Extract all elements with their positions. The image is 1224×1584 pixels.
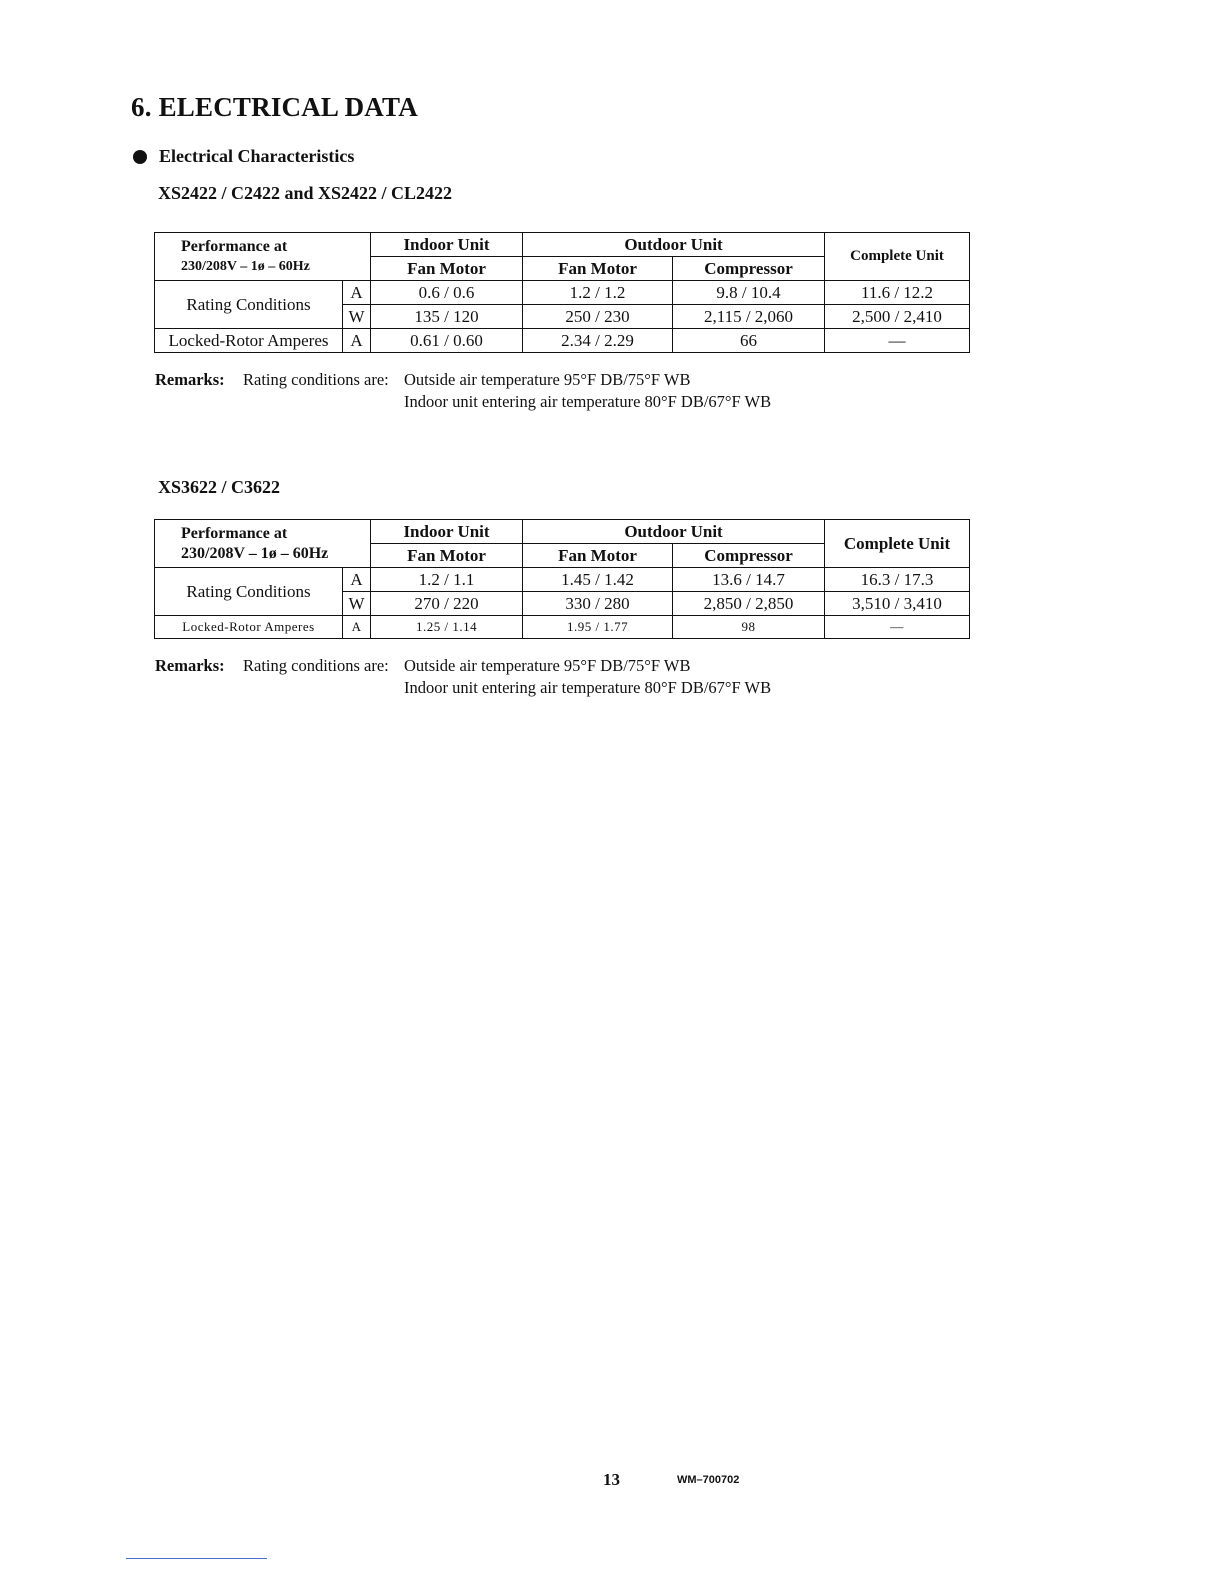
- complete-unit-cell: 2,500 / 2,410: [825, 305, 970, 329]
- locked-rotor-label: Locked-Rotor Amperes: [155, 329, 343, 353]
- performance-header: [155, 233, 371, 281]
- indoor-fan-cell: 135 / 120: [371, 305, 523, 329]
- locked-rotor-label: Locked-Rotor Amperes: [155, 616, 343, 639]
- indoor-fan-cell: 1.25 / 1.14: [371, 616, 523, 639]
- complete-unit-cell: 16.3 / 17.3: [825, 568, 970, 592]
- electrical-table-1: [154, 232, 970, 353]
- unit-cell: W: [343, 592, 371, 616]
- outdoor-unit-header: Outdoor Unit: [523, 233, 825, 257]
- unit-cell: A: [343, 568, 371, 592]
- unit-cell: W: [343, 305, 371, 329]
- document-code: WM–700702: [677, 1474, 740, 1486]
- rating-conditions-label: Rating Conditions: [155, 281, 343, 329]
- page-number: 13: [603, 1470, 620, 1489]
- complete-unit-cell: —: [825, 616, 970, 639]
- table-row: [155, 329, 970, 353]
- unit-cell: A: [343, 281, 371, 305]
- indoor-fan-cell: 0.6 / 0.6: [371, 281, 523, 305]
- outdoor-unit-header: Outdoor Unit: [523, 520, 825, 544]
- remarks-lead: Rating conditions are:: [243, 370, 389, 389]
- table-header-row: [155, 233, 970, 257]
- indoor-unit-header: Indoor Unit: [371, 520, 523, 544]
- electrical-table-2: [154, 519, 970, 639]
- indoor-fan-cell: 0.61 / 0.60: [371, 329, 523, 353]
- indoor-unit-header: Indoor Unit: [371, 233, 523, 257]
- table-row: [155, 568, 970, 592]
- complete-unit-header: Complete Unit: [825, 520, 970, 568]
- complete-unit-cell: 11.6 / 12.2: [825, 281, 970, 305]
- unit-cell: A: [343, 616, 371, 639]
- outdoor-fan-cell: 1.45 / 1.42: [523, 568, 673, 592]
- unit-cell: A: [343, 329, 371, 353]
- performance-line1: Performance at: [181, 237, 288, 255]
- remarks-line-1: Outside air temperature 95°F DB/75°F WB: [404, 656, 691, 675]
- indoor-fan-cell: 1.2 / 1.1: [371, 568, 523, 592]
- remarks-label: Remarks:: [155, 370, 225, 389]
- page-title: 6. ELECTRICAL DATA: [131, 92, 418, 122]
- compressor-cell: 66: [673, 329, 825, 353]
- compressor-cell: 9.8 / 10.4: [673, 281, 825, 305]
- performance-line1: Performance at: [181, 524, 288, 542]
- section-subheading: [133, 146, 354, 167]
- remarks-line-1: Outside air temperature 95°F DB/75°F WB: [404, 370, 691, 389]
- complete-unit-header: Complete Unit: [825, 233, 970, 281]
- remarks-lead: Rating conditions are:: [243, 656, 389, 675]
- bullet-icon: [133, 150, 147, 164]
- outdoor-fan-cell: 1.2 / 1.2: [523, 281, 673, 305]
- subheading-text: Electrical Characteristics: [159, 146, 355, 166]
- remarks-line-2: Indoor unit entering air temperature 80°F DB/67°F WB: [404, 392, 772, 411]
- rating-conditions-label: Rating Conditions: [155, 568, 343, 616]
- indoor-fan-motor-header: Fan Motor: [371, 257, 523, 281]
- outdoor-fan-cell: 250 / 230: [523, 305, 673, 329]
- performance-line2: 230/208V – 1ø – 60Hz: [181, 544, 329, 562]
- compressor-cell: 13.6 / 14.7: [673, 568, 825, 592]
- outdoor-fan-motor-header: Fan Motor: [523, 544, 673, 568]
- outdoor-fan-cell: 330 / 280: [523, 592, 673, 616]
- outdoor-fan-motor-header: Fan Motor: [523, 257, 673, 281]
- compressor-cell: 2,115 / 2,060: [673, 305, 825, 329]
- compressor-cell: 98: [673, 616, 825, 639]
- performance-header: [155, 520, 371, 568]
- remarks-label: Remarks:: [155, 656, 225, 675]
- compressor-header: Compressor: [673, 544, 825, 568]
- indoor-fan-cell: 270 / 220: [371, 592, 523, 616]
- indoor-fan-motor-header: Fan Motor: [371, 544, 523, 568]
- footer-rule: [126, 1558, 267, 1559]
- compressor-cell: 2,850 / 2,850: [673, 592, 825, 616]
- performance-line2: 230/208V – 1ø – 60Hz: [181, 258, 310, 274]
- model-title-1: XS2422 / C2422 and XS2422 / CL2422: [158, 183, 453, 203]
- outdoor-fan-cell: 1.95 / 1.77: [523, 616, 673, 639]
- complete-unit-cell: —: [825, 329, 970, 353]
- table-row: [155, 281, 970, 305]
- table-header-row: [155, 520, 970, 544]
- model-title-2: XS3622 / C3622: [158, 477, 281, 497]
- table-row: [155, 616, 970, 639]
- compressor-header: Compressor: [673, 257, 825, 281]
- complete-unit-cell: 3,510 / 3,410: [825, 592, 970, 616]
- outdoor-fan-cell: 2.34 / 2.29: [523, 329, 673, 353]
- remarks-line-2: Indoor unit entering air temperature 80°F DB/67°F WB: [404, 678, 772, 697]
